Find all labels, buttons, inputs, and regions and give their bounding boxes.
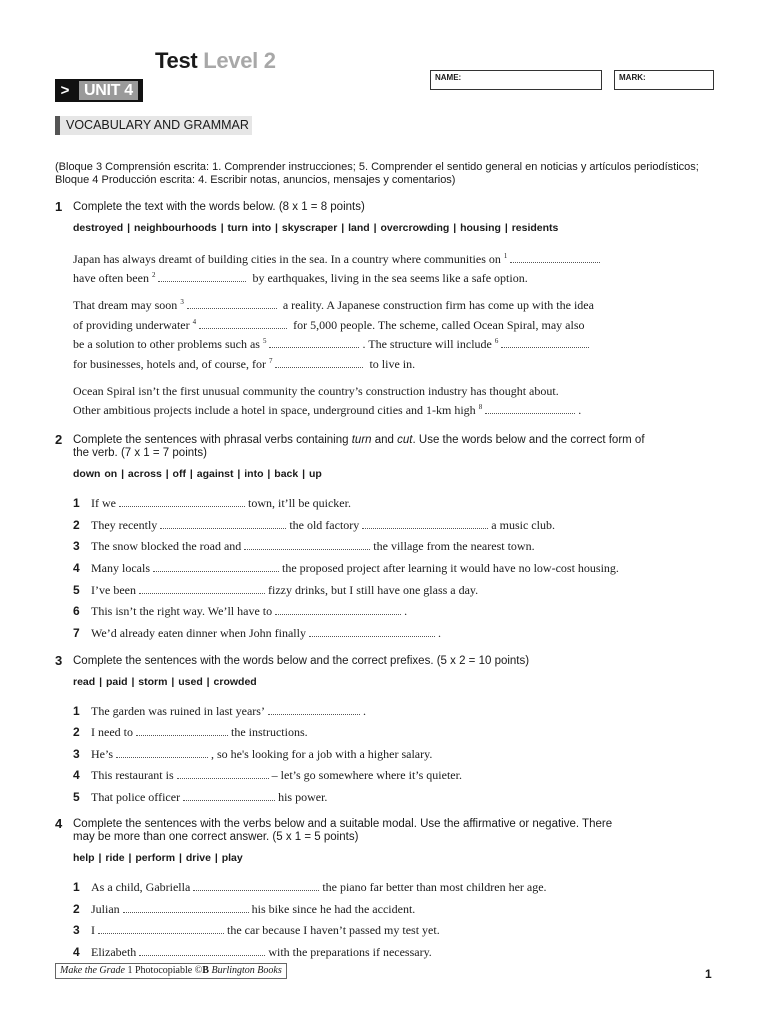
answer-blank[interactable] — [193, 882, 319, 891]
answer-blank-7[interactable] — [275, 359, 363, 368]
question-4-number: 4 — [55, 816, 63, 831]
item-number: 4 — [73, 945, 80, 959]
q2-item-2: They recently the old factory a music club. — [91, 518, 555, 532]
answer-blank[interactable] — [275, 606, 401, 615]
page-title — [155, 48, 276, 74]
q2-item-6: This isn’t the right way. We’ll have to . — [91, 604, 408, 618]
answer-blank-4[interactable] — [199, 320, 287, 329]
curriculum-note: (Bloque 3 Comprensión escrita: 1. Comprender instrucciones; 5. Comprender el sentido general en noticias y artículos periodísticos; Bloque 4 Producción escrita: 4. Escribir notas, anuncios, mensajes y comentarios) — [55, 161, 699, 186]
question-1-instruction: Complete the text with the words below. (8 x 1 = 8 points) — [73, 201, 365, 213]
answer-blank[interactable] — [136, 727, 228, 736]
answer-blank[interactable] — [268, 706, 360, 715]
title-level: Level 2 — [203, 48, 276, 73]
q3-item-5: That police officer his power. — [91, 790, 328, 804]
answer-blank[interactable] — [183, 792, 275, 801]
q2-item-1: If we town, it’ll be quicker. — [91, 496, 351, 510]
q4-item-3: I the car because I haven’t passed my test yet. — [91, 923, 440, 937]
answer-blank-6[interactable] — [501, 339, 589, 348]
item-number: 1 — [73, 704, 80, 718]
q2-item-7: We’d already eaten dinner when John finally . — [91, 626, 441, 640]
answer-blank[interactable] — [116, 749, 208, 758]
publisher-logo-mark: B — [202, 965, 209, 976]
question-3-number: 3 — [55, 653, 63, 668]
name-field[interactable] — [430, 70, 602, 90]
item-number: 4 — [73, 768, 80, 782]
unit-badge — [55, 79, 143, 102]
answer-blank-3[interactable] — [187, 300, 277, 309]
answer-blank[interactable] — [98, 925, 224, 934]
item-number: 5 — [73, 790, 80, 804]
footer-brand: Make the Grade — [60, 965, 125, 976]
mark-field[interactable] — [614, 70, 714, 90]
item-number: 3 — [73, 747, 80, 761]
question-4-instruction: Complete the sentences with the verbs below and a suitable modal. Use the affirmative or negative. There may be more than one correct answer. (5 x 1 = 5 points) — [73, 818, 613, 843]
item-number: 1 — [73, 880, 80, 894]
question-2-number: 2 — [55, 432, 63, 447]
q4-item-2: Julian his bike since he had the accident. — [91, 902, 416, 916]
question-4-word-bank: help | ride | perform | drive | play — [73, 852, 243, 864]
answer-blank[interactable] — [177, 770, 269, 779]
mark-label: MARK: — [619, 73, 646, 82]
answer-blank-8[interactable] — [485, 405, 575, 414]
q4-item-4: Elizabeth with the preparations if necessary. — [91, 945, 432, 959]
item-number: 2 — [73, 902, 80, 916]
answer-blank[interactable] — [244, 541, 370, 550]
item-number: 2 — [73, 518, 80, 532]
page-number: 1 — [705, 967, 712, 981]
answer-blank-5[interactable] — [269, 339, 359, 348]
q1-text-line: for businesses, hotels and, of course, for $^7$ to live in. — [73, 357, 416, 371]
question-1-number: 1 — [55, 199, 63, 214]
unit-label: UNIT 4 — [79, 81, 138, 100]
q3-item-3: He’s , so he's looking for a job with a higher salary. — [91, 747, 433, 761]
q2-item-5: I’ve been fizzy drinks, but I still have one glass a day. — [91, 583, 479, 597]
q4-item-1: As a child, Gabriella the piano far better than most children her age. — [91, 880, 547, 894]
item-number: 3 — [73, 539, 80, 553]
q3-item-2: I need to the instructions. — [91, 725, 308, 739]
chevron-right-icon: > — [60, 82, 70, 99]
answer-blank[interactable] — [160, 520, 286, 529]
q1-text-line: be a solution to other problems such as $^5$ . The structure will include $^6$ — [73, 337, 592, 352]
q3-item-4: This restaurant is – let’s go somewhere where it’s quieter. — [91, 768, 462, 782]
question-1-word-bank: destroyed | neighbourhoods | turn into | skyscraper | land | overcrowding | housing | residents — [73, 222, 559, 234]
item-number: 4 — [73, 561, 80, 575]
title-main: Test — [155, 48, 198, 73]
question-3-instruction: Complete the sentences with the words below and the correct prefixes. (5 x 2 = 10 points) — [73, 655, 530, 667]
q1-text-line: That dream may soon $^3$ a reality. A Japanese construction firm has come up with the idea — [73, 298, 594, 312]
question-2-instruction: Complete the sentences with phrasal verbs containing turn and cut. Use the words below and the correct form of the verb. (7 x 1 = 7 points) — [73, 434, 645, 459]
q1-text-line: of providing underwater $^4$ for 5,000 people. The scheme, called Ocean Spiral, may also — [73, 318, 585, 332]
q1-text-line: Other ambitious projects include a hotel in space, underground cities and 1-km high $^8$ . — [73, 403, 582, 417]
q1-text-line: Japan has always dreamt of building cities in the sea. In a country where communities on $^1$ — [73, 252, 603, 267]
answer-blank[interactable] — [119, 498, 245, 507]
item-number: 6 — [73, 604, 80, 618]
item-number: 2 — [73, 725, 80, 739]
answer-blank[interactable] — [309, 628, 435, 637]
answer-blank-2[interactable] — [158, 273, 246, 282]
q1-text-line: Ocean Spiral isn’t the first unusual community the country’s construction industry has thought about. — [73, 384, 559, 398]
item-number: 5 — [73, 583, 80, 597]
footer-copyright: Make the Grade 1 Photocopiable ©B Burlington Books — [55, 963, 287, 979]
section-title: VOCABULARY AND GRAMMAR — [55, 116, 252, 135]
answer-blank[interactable] — [139, 585, 265, 594]
name-label: NAME: — [435, 73, 462, 82]
q2-item-4: Many locals the proposed project after learning it would have no low-cost housing. — [91, 561, 619, 575]
question-3-word-bank: read | paid | storm | used | crowded — [73, 676, 257, 688]
answer-blank[interactable] — [362, 520, 488, 529]
q2-item-3: The snow blocked the road and the village from the nearest town. — [91, 539, 535, 553]
q3-item-1: The garden was ruined in last years’ . — [91, 704, 366, 718]
item-number: 3 — [73, 923, 80, 937]
answer-blank-1[interactable] — [510, 254, 600, 263]
answer-blank[interactable] — [139, 947, 265, 956]
question-2-word-bank: down on | across | off | against | into | back | up — [73, 468, 322, 480]
item-number: 7 — [73, 626, 80, 640]
item-number: 1 — [73, 496, 80, 510]
q1-text-line: have often been $^2$ by earthquakes, living in the sea seems like a safe option. — [73, 271, 528, 285]
answer-blank[interactable] — [123, 904, 249, 913]
answer-blank[interactable] — [153, 563, 279, 572]
